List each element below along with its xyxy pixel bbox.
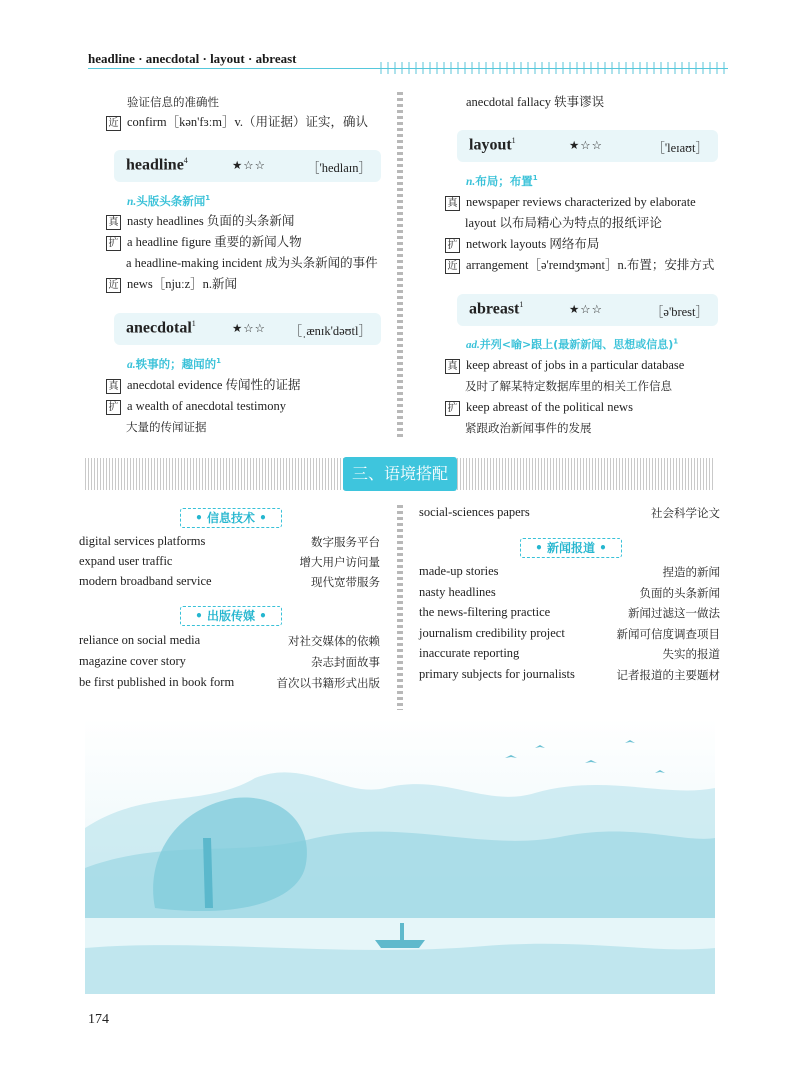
headword: anecdotal$^1$ — [126, 319, 196, 337]
entry-line: 扩 keep abreast of the political news — [445, 399, 633, 416]
tag-box: 近 — [106, 116, 121, 131]
header-rule — [88, 68, 728, 69]
collocation-row: made-up stories 捏造的新闻 — [419, 564, 720, 579]
entry-line: 真 anecdotal evidence 传闻性的证据 — [106, 377, 301, 394]
phonetic: ［'leɪaʊt］ — [652, 141, 708, 155]
part-of-speech: n.头版头条新闻$^1$ — [127, 194, 211, 208]
collocation-row: expand user traffic 增大用户访问量 — [79, 554, 380, 569]
left-top-line: 验证信息的准确性 — [127, 95, 219, 109]
phonetic: ［'hedlaɪn］ — [306, 161, 371, 175]
star-rating: ★☆☆ — [232, 321, 266, 335]
entry-line: 扩 a wealth of anecdotal testimony — [106, 398, 286, 415]
part-of-speech: ad.并列<喻>跟上(最新新闻、思想或信息)$^1$ — [466, 337, 679, 351]
collocation-row: the news-filtering practice 新闻过滤这一做法 — [419, 605, 720, 620]
entry-line: layout 以布局精心为特点的报纸评论 — [465, 216, 662, 230]
phonetic: ［ˌænɪk'dəʊtl］ — [289, 324, 371, 338]
headword: headline$^4$ — [126, 156, 188, 174]
entry-line: 近 confirm［kən'fɜːm］v.（用证据）证实，确认 — [106, 114, 368, 131]
entry-line: 扩 a headline figure 重要的新闻人物 — [106, 234, 302, 251]
collocation-row: nasty headlines 负面的头条新闻 — [419, 585, 720, 600]
column-divider-top — [397, 92, 403, 437]
star-rating: ★☆☆ — [569, 302, 603, 316]
star-rating: ★☆☆ — [232, 158, 266, 172]
headline-card — [114, 150, 381, 182]
entry-line: 近 news［njuːz］n.新闻 — [106, 276, 237, 293]
category-pill-news: • 新闻报道 • — [520, 538, 622, 558]
entry-line: 大量的传闻证据 — [126, 420, 207, 434]
collocation-row: reliance on social media 对社交媒体的依赖 — [79, 633, 380, 648]
entry-line: 真 keep abreast of jobs in a particular database — [445, 357, 684, 374]
collocation-row: journalism credibility project 新闻可信度调查项目 — [419, 626, 720, 641]
star-rating: ★☆☆ — [569, 138, 603, 152]
collocation-row: modern broadband service 现代宽带服务 — [79, 574, 380, 589]
landscape-illustration — [85, 718, 715, 994]
part-of-speech: a.轶事的；趣闻的$^1$ — [127, 357, 221, 371]
collocation-row: social-sciences papers 社会科学论文 — [419, 505, 720, 520]
entry-line: 真 newspaper reviews characterized by elaborate — [445, 194, 696, 211]
collocation-row: primary subjects for journalists 记者报道的主要题材 — [419, 667, 720, 682]
layout-card — [457, 130, 718, 162]
abreast-card — [457, 294, 718, 326]
category-pill-publishing: • 出版传媒 • — [180, 606, 282, 626]
headword: abreast$^1$ — [469, 300, 524, 318]
collocation-row: digital services platforms 数字服务平台 — [79, 534, 380, 549]
part-of-speech: n.布局；布置$^1$ — [466, 174, 538, 188]
collocation-row: be first published in book form 首次以书籍形式出版 — [79, 675, 380, 690]
page-number: 174 — [88, 1012, 109, 1027]
collocation-row: magazine cover story 杂志封面故事 — [79, 654, 380, 669]
running-header: headline · anecdotal · layout · abreast — [88, 51, 297, 66]
collocation-row: inaccurate reporting 失实的报道 — [419, 646, 720, 661]
entry-line: 真 nasty headlines 负面的头条新闻 — [106, 213, 294, 230]
landscape-svg — [85, 718, 715, 994]
category-pill-it: • 信息技术 • — [180, 508, 282, 528]
anecdotal-card — [114, 313, 381, 345]
phonetic: ［ə'brest］ — [650, 305, 708, 319]
entry-line: 紧跟政治新闻事件的发展 — [465, 421, 592, 435]
entry-line: 近 arrangement［ə'reɪndʒmənt］n.布置；安排方式 — [445, 257, 714, 274]
headword: layout$^1$ — [469, 136, 516, 154]
section-title: 三、语境搭配 — [343, 457, 457, 491]
entry-line: a headline-making incident 成为头条新闻的事件 — [126, 256, 378, 270]
entry-line: 扩 network layouts 网络布局 — [445, 236, 599, 253]
column-divider-bottom — [397, 505, 403, 710]
entry-line: anecdotal fallacy 轶事谬误 — [466, 95, 605, 109]
entry-line: 及时了解某特定数据库里的相关工作信息 — [465, 379, 672, 393]
